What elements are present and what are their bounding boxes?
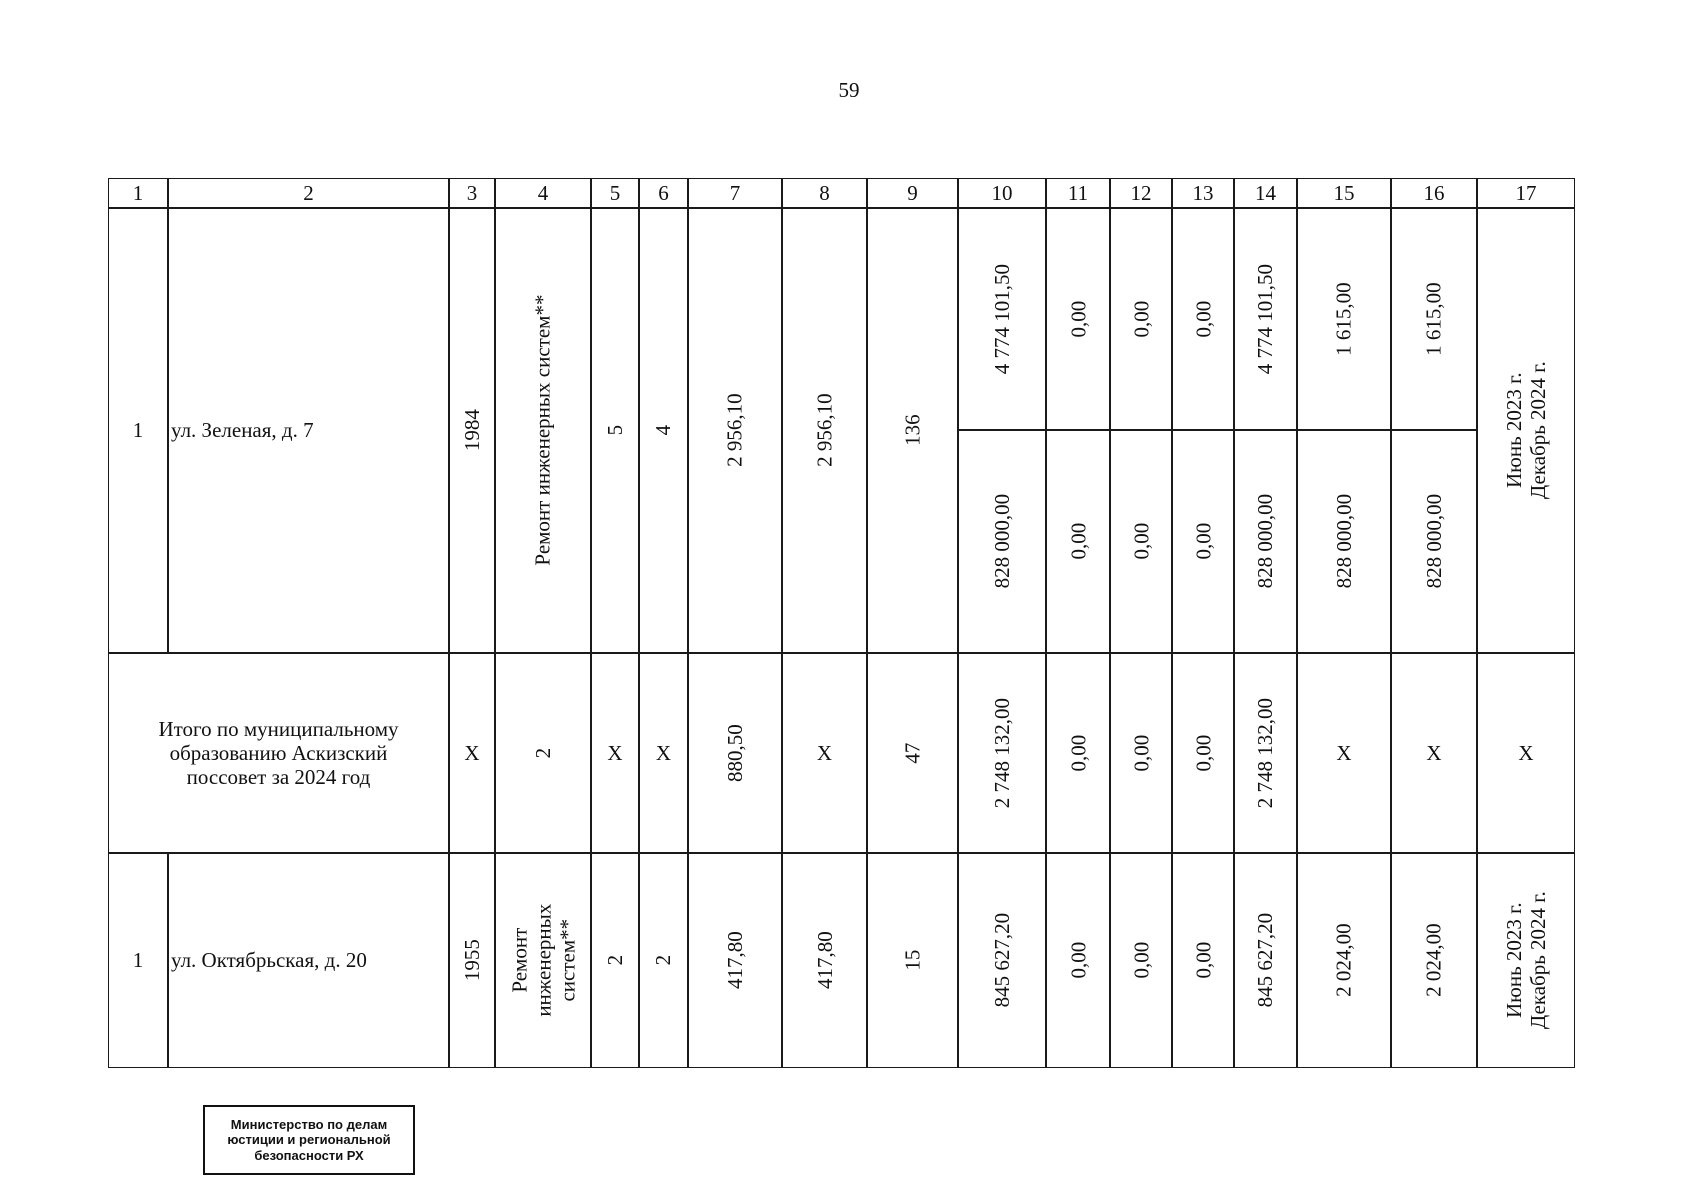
header-col-1: 1 — [108, 178, 168, 208]
row1-top-col13 — [1172, 208, 1234, 430]
header-col-8: 8 — [782, 178, 867, 208]
row2-col13 — [1172, 853, 1234, 1068]
header-col-10: 10 — [958, 178, 1046, 208]
row1-bottom-col11 — [1046, 430, 1110, 653]
row2-col12-text: 0,00 — [1128, 942, 1153, 979]
total-col5: Х — [591, 653, 639, 853]
row2-col16-text: 2 024,00 — [1421, 923, 1446, 998]
row2-year — [449, 853, 495, 1068]
header-col-17: 17 — [1477, 178, 1575, 208]
row2-col10-text: 845 627,20 — [989, 913, 1014, 1008]
total-col10 — [958, 653, 1046, 853]
total-col13 — [1172, 653, 1234, 853]
row1-top-col16-text: 1 615,00 — [1421, 282, 1446, 356]
row1-bottom-col16 — [1391, 430, 1477, 653]
row2-col6-text: 2 — [651, 955, 676, 966]
header-col-7: 7 — [688, 178, 782, 208]
row2-col16 — [1391, 853, 1477, 1068]
row1-top-col11-text: 0,00 — [1065, 300, 1090, 338]
row2-col13-text: 0,00 — [1190, 942, 1215, 979]
row1-year — [449, 208, 495, 653]
total-col4-text: 2 — [530, 747, 555, 759]
total-col13-text: 0,00 — [1190, 734, 1215, 772]
total-col16: Х — [1391, 653, 1477, 853]
row1-bottom-col15-text: 828 000,00 — [1331, 494, 1356, 589]
header-col-16: 16 — [1391, 178, 1477, 208]
row2-col8 — [782, 853, 867, 1068]
row1-col8 — [782, 208, 867, 653]
row1-col8-text: 2 956,10 — [812, 393, 837, 468]
row2-col11-text: 0,00 — [1065, 942, 1090, 979]
header-col-5: 5 — [591, 178, 639, 208]
total-col17: Х — [1477, 653, 1575, 853]
row1-top-col11 — [1046, 208, 1110, 430]
header-col-6: 6 — [639, 178, 688, 208]
row2-period — [1477, 853, 1575, 1068]
row1-col5-text: 5 — [602, 425, 627, 436]
header-col-2: 2 — [168, 178, 449, 208]
row1-work-type-text: Ремонт инженерных систем** — [530, 294, 555, 567]
row2-col5 — [591, 853, 639, 1068]
header-col-9: 9 — [867, 178, 958, 208]
row1-period-start: Июнь 2023 г. — [1501, 372, 1526, 489]
row2-period-end: Декабрь 2024 г. — [1526, 891, 1550, 1030]
row1-col9-text: 136 — [900, 414, 925, 447]
total-col6: Х — [639, 653, 688, 853]
total-col9 — [867, 653, 958, 853]
ministry-stamp — [203, 1105, 415, 1175]
row1-col6-text: 4 — [651, 425, 676, 436]
row2-year-text: 1955 — [459, 939, 484, 982]
stamp-line-1: Министерство по делам — [230, 1116, 388, 1132]
header-col-15: 15 — [1297, 178, 1391, 208]
header-col-3: 3 — [449, 178, 495, 208]
row2-col9-text: 15 — [900, 949, 925, 971]
row1-year-text: 1984 — [459, 409, 484, 452]
row2-col15-text: 2 024,00 — [1331, 923, 1356, 998]
row1-top-col15-text: 1 615,00 — [1331, 282, 1356, 356]
row1-top-col12 — [1110, 208, 1172, 430]
row2-col8-text: 417,80 — [812, 931, 837, 990]
row1-bottom-col12 — [1110, 430, 1172, 653]
row1-top-col10-text: 4 774 101,50 — [989, 263, 1014, 375]
row1-bottom-col10-text: 828 000,00 — [989, 494, 1014, 589]
row1-bottom-col16-text: 828 000,00 — [1421, 494, 1446, 589]
row1-top-col15 — [1297, 208, 1391, 430]
row1-bottom-col13 — [1172, 430, 1234, 653]
row1-bottom-col14 — [1234, 430, 1297, 653]
total-col11-text: 0,00 — [1065, 734, 1090, 772]
total-label — [108, 653, 449, 853]
row1-bottom-col12-text: 0,00 — [1128, 523, 1153, 560]
total-col12 — [1110, 653, 1172, 853]
total-col3: Х — [449, 653, 495, 853]
stamp-line-3: безопасности РХ — [254, 1147, 364, 1163]
row1-col9 — [867, 208, 958, 653]
row2-period-start: Июнь 2023 г. — [1501, 902, 1526, 1019]
row2-col7 — [688, 853, 782, 1068]
total-col14-text: 2 748 132,00 — [1253, 697, 1278, 809]
row1-top-col12-text: 0,00 — [1128, 300, 1153, 338]
total-col9-text: 47 — [900, 742, 925, 764]
row1-bottom-col14-text: 828 000,00 — [1253, 494, 1278, 589]
row1-top-col14 — [1234, 208, 1297, 430]
row1-col7-text: 2 956,10 — [722, 393, 747, 468]
total-col14 — [1234, 653, 1297, 853]
row1-col5 — [591, 208, 639, 653]
row1-number: 1 — [108, 208, 168, 653]
stamp-line-2: юстиции и региональной — [227, 1132, 391, 1148]
total-col12-text: 0,00 — [1128, 734, 1153, 772]
row2-address: ул. Октябрьская, д. 20 — [168, 853, 449, 1068]
row2-col7-text: 417,80 — [722, 931, 747, 990]
total-col4 — [495, 653, 591, 853]
total-col15: Х — [1297, 653, 1391, 853]
row1-col6 — [639, 208, 688, 653]
row1-period-end: Декабрь 2024 г. — [1526, 361, 1550, 500]
total-col11 — [1046, 653, 1110, 853]
row2-col9 — [867, 853, 958, 1068]
total-label-text: Итого по муниципальному образованию Аскизский поссовет за 2024 год — [158, 716, 399, 790]
row1-top-col10 — [958, 208, 1046, 430]
row2-work-type — [495, 853, 591, 1068]
row1-bottom-col13-text: 0,00 — [1190, 523, 1215, 560]
row1-address: ул. Зеленая, д. 7 — [168, 208, 449, 653]
header-col-14: 14 — [1234, 178, 1297, 208]
row1-top-col14-text: 4 774 101,50 — [1253, 263, 1278, 375]
total-col8: Х — [782, 653, 867, 853]
row1-period-text — [1502, 362, 1550, 500]
row1-top-col16 — [1391, 208, 1477, 430]
row2-col6 — [639, 853, 688, 1068]
total-col7 — [688, 653, 782, 853]
row1-top-col13-text: 0,00 — [1190, 300, 1215, 338]
capital-repair-table — [108, 178, 1575, 1068]
row2-number: 1 — [108, 853, 168, 1068]
row1-col7 — [688, 208, 782, 653]
row2-col15 — [1297, 853, 1391, 1068]
row1-period — [1477, 208, 1575, 653]
row2-col14 — [1234, 853, 1297, 1068]
row2-col5-text: 2 — [602, 955, 627, 966]
row1-work-type — [495, 208, 591, 653]
total-col7-text: 880,50 — [722, 724, 747, 782]
row2-col14-text: 845 627,20 — [1253, 913, 1278, 1008]
page-number: 59 — [838, 78, 860, 102]
row2-col10 — [958, 853, 1046, 1068]
header-col-12: 12 — [1110, 178, 1172, 208]
row2-col12 — [1110, 853, 1172, 1068]
header-col-4: 4 — [495, 178, 591, 208]
header-col-11: 11 — [1046, 178, 1110, 208]
header-col-13: 13 — [1172, 178, 1234, 208]
row1-bottom-col10 — [958, 430, 1046, 653]
row2-work-type-text: Ремонт инженерных систем** — [506, 904, 580, 1017]
total-col10-text: 2 748 132,00 — [989, 697, 1014, 809]
row2-period-text — [1502, 892, 1550, 1030]
row2-col11 — [1046, 853, 1110, 1068]
row1-bottom-col11-text: 0,00 — [1065, 523, 1090, 560]
row1-bottom-col15 — [1297, 430, 1391, 653]
